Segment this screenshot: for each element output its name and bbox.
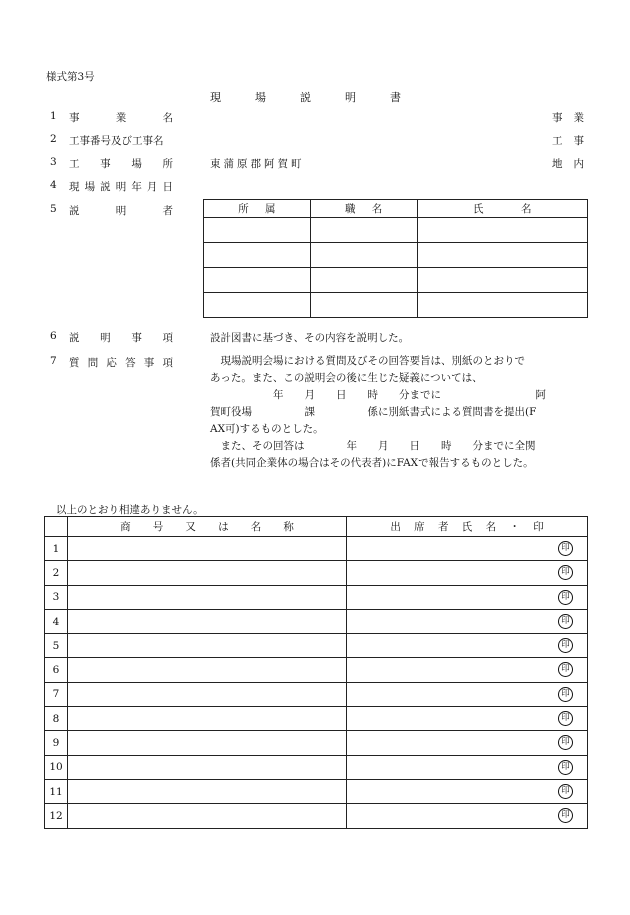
title-char: 説 bbox=[300, 91, 312, 104]
label-char: 者 bbox=[162, 205, 173, 217]
label-char: 工 bbox=[69, 158, 80, 170]
item-number: 1 bbox=[50, 110, 57, 122]
staff-cell[interactable] bbox=[310, 268, 417, 293]
company-name-cell[interactable] bbox=[68, 658, 347, 682]
header-char: 名 bbox=[521, 203, 532, 215]
item-number: 2 bbox=[50, 133, 57, 145]
staff-cell[interactable] bbox=[204, 243, 311, 268]
staff-cell[interactable] bbox=[310, 243, 417, 268]
header-char: 者 bbox=[437, 521, 449, 533]
header-text bbox=[347, 519, 587, 534]
document-title bbox=[210, 89, 435, 105]
form-number: 様式第3号 bbox=[46, 71, 95, 83]
right-char: 事 bbox=[573, 135, 584, 147]
attendee-sign-cell[interactable] bbox=[347, 561, 588, 585]
item-number: 5 bbox=[50, 203, 57, 215]
label-char: 事 bbox=[143, 357, 155, 369]
seal-icon: 印 bbox=[558, 662, 573, 677]
attendee-sign-cell[interactable] bbox=[347, 682, 588, 706]
item7-paragraph bbox=[210, 353, 588, 472]
label-char: 名 bbox=[162, 112, 173, 124]
header-char: 属 bbox=[265, 203, 276, 215]
attendee-sign-cell[interactable] bbox=[347, 779, 588, 803]
staff-header-text bbox=[311, 201, 417, 216]
attendance-row bbox=[45, 585, 588, 609]
label-char: 年 bbox=[131, 181, 142, 193]
company-name-cell[interactable] bbox=[68, 585, 347, 609]
row-number: 1 bbox=[45, 537, 68, 561]
item-number: 7 bbox=[50, 355, 57, 367]
label-char: 業 bbox=[115, 112, 127, 124]
label-char: 問 bbox=[87, 357, 99, 369]
staff-header-text bbox=[204, 201, 310, 216]
header-char: は bbox=[218, 521, 229, 533]
staff-header-row bbox=[204, 200, 588, 218]
right-char: 内 bbox=[573, 158, 584, 170]
label-char: 場 bbox=[131, 158, 142, 170]
header-char: 所 bbox=[238, 203, 249, 215]
label-char: 明 bbox=[115, 205, 127, 217]
right-char: 事 bbox=[552, 112, 563, 124]
staff-cell[interactable] bbox=[417, 293, 587, 318]
staff-cell[interactable] bbox=[204, 293, 311, 318]
staff-row bbox=[204, 268, 588, 293]
attendance-row bbox=[45, 804, 588, 828]
staff-cell[interactable] bbox=[204, 218, 311, 243]
attendance-row bbox=[45, 609, 588, 633]
label-char: 質 bbox=[69, 357, 80, 369]
attendee-sign-cell[interactable] bbox=[347, 585, 588, 609]
staff-cell[interactable] bbox=[310, 293, 417, 318]
header-char: 名 bbox=[371, 203, 383, 215]
attendance-header-name bbox=[68, 517, 347, 537]
label-char: 事 bbox=[131, 332, 142, 344]
attendance-row bbox=[45, 755, 588, 779]
item6-text: 設計図書に基づき、その内容を説明した。 bbox=[210, 332, 410, 344]
row-number: 3 bbox=[45, 585, 68, 609]
item-value: 東蒲原郡阿賀町 bbox=[210, 158, 305, 170]
staff-cell[interactable] bbox=[204, 268, 311, 293]
label-char: 項 bbox=[162, 332, 173, 344]
staff-cell[interactable] bbox=[417, 218, 587, 243]
label-char: 事 bbox=[69, 112, 80, 124]
header-char: 印 bbox=[533, 521, 544, 533]
staff-row bbox=[204, 218, 588, 243]
seal-icon: 印 bbox=[558, 687, 573, 702]
item7-line: 賀町役場 課 係に別紙書式による質問書を提出(F bbox=[210, 406, 537, 418]
attendance-row bbox=[45, 707, 588, 731]
header-text bbox=[68, 519, 346, 534]
attestation-text: 以上のとおり相違ありません。 bbox=[56, 504, 204, 516]
header-char: 職 bbox=[345, 203, 356, 215]
company-name-cell[interactable] bbox=[68, 682, 347, 706]
staff-row bbox=[204, 243, 588, 268]
staff-header-cell bbox=[204, 200, 311, 218]
attendance-row bbox=[45, 658, 588, 682]
item-number: 4 bbox=[50, 179, 57, 191]
row-number: 6 bbox=[45, 658, 68, 682]
item7-line: あった。また、この説明会の後に生じた疑義については、 bbox=[210, 372, 483, 384]
attendee-sign-cell[interactable] bbox=[347, 658, 588, 682]
attendee-sign-cell[interactable] bbox=[347, 731, 588, 755]
item-label bbox=[69, 355, 173, 370]
row-number: 7 bbox=[45, 682, 68, 706]
company-name-cell[interactable] bbox=[68, 634, 347, 658]
company-name-cell[interactable] bbox=[68, 755, 347, 779]
label-char: 説 bbox=[69, 332, 80, 344]
label-char: 明 bbox=[115, 181, 127, 193]
row-number: 2 bbox=[45, 561, 68, 585]
header-char: 又 bbox=[185, 521, 196, 533]
item7-line: また、その回答は 年 月 日 時 分までに全関 bbox=[210, 440, 536, 452]
item-label bbox=[69, 156, 173, 171]
header-char: 号 bbox=[152, 521, 164, 533]
company-name-cell[interactable] bbox=[68, 804, 347, 828]
staff-cell[interactable] bbox=[417, 243, 587, 268]
item-label bbox=[69, 203, 173, 218]
title-char: 書 bbox=[390, 91, 402, 104]
item7-line: 現場説明会場における質問及びその回答要旨は、別紙のとおりで bbox=[210, 355, 525, 367]
item-number: 3 bbox=[50, 156, 57, 168]
seal-icon: 印 bbox=[558, 614, 573, 629]
item-label bbox=[69, 330, 173, 345]
item7-line: 係者(共同企業体の場合はその代表者)にFAXで報告するものとした。 bbox=[210, 457, 534, 469]
company-name-cell[interactable] bbox=[68, 609, 347, 633]
explainer-table bbox=[203, 199, 588, 318]
attendance-header-row bbox=[45, 517, 588, 537]
seal-icon: 印 bbox=[558, 760, 573, 775]
staff-cell[interactable] bbox=[417, 268, 587, 293]
attendance-row bbox=[45, 682, 588, 706]
item-label bbox=[69, 179, 173, 194]
attendee-sign-cell[interactable] bbox=[347, 609, 588, 633]
header-char: 名 bbox=[250, 521, 262, 533]
header-char: ・ bbox=[509, 521, 520, 533]
company-name-cell[interactable] bbox=[68, 537, 347, 561]
row-number: 4 bbox=[45, 609, 68, 633]
staff-header-text bbox=[418, 201, 587, 216]
attendee-sign-cell[interactable] bbox=[347, 804, 588, 828]
seal-icon: 印 bbox=[558, 808, 573, 823]
attendance-row bbox=[45, 779, 588, 803]
staff-cell[interactable] bbox=[310, 218, 417, 243]
header-char: 称 bbox=[283, 521, 294, 533]
item-label bbox=[69, 110, 173, 125]
seal-icon: 印 bbox=[558, 735, 573, 750]
title-char: 場 bbox=[255, 91, 267, 104]
header-char: 氏 bbox=[473, 203, 484, 215]
company-name-cell[interactable] bbox=[68, 731, 347, 755]
label-char: 月 bbox=[146, 181, 158, 193]
attendance-table bbox=[44, 516, 588, 829]
seal-icon: 印 bbox=[558, 784, 573, 799]
attendee-sign-cell[interactable] bbox=[347, 707, 588, 731]
item7-line: 年 月 日 時 分までに 阿 bbox=[210, 389, 546, 401]
attendance-row bbox=[45, 561, 588, 585]
row-number: 10 bbox=[45, 755, 68, 779]
seal-icon: 印 bbox=[558, 638, 573, 653]
header-char: 名 bbox=[485, 521, 497, 533]
company-name-cell[interactable] bbox=[68, 779, 347, 803]
label-char: 説 bbox=[100, 181, 111, 193]
attendee-sign-cell[interactable] bbox=[347, 537, 588, 561]
row-number: 11 bbox=[45, 779, 68, 803]
row-number: 8 bbox=[45, 707, 68, 731]
item7-line: AX可)するものとした。 bbox=[210, 423, 324, 435]
row-number: 9 bbox=[45, 731, 68, 755]
attendance-row bbox=[45, 537, 588, 561]
label-char: 場 bbox=[84, 181, 96, 193]
seal-icon: 印 bbox=[558, 541, 573, 556]
seal-icon: 印 bbox=[558, 711, 573, 726]
row-number: 12 bbox=[45, 804, 68, 828]
label-char: 説 bbox=[69, 205, 80, 217]
item-right-text bbox=[552, 156, 584, 171]
attendance-row bbox=[45, 731, 588, 755]
label-char: 所 bbox=[162, 158, 173, 170]
attendee-sign-cell[interactable] bbox=[347, 755, 588, 779]
right-char: 地 bbox=[552, 158, 563, 170]
item-label: 工事番号及び工事名 bbox=[69, 135, 164, 147]
title-char: 現 bbox=[210, 91, 222, 104]
company-name-cell[interactable] bbox=[68, 707, 347, 731]
staff-row bbox=[204, 293, 588, 318]
right-char: 業 bbox=[573, 112, 584, 124]
label-char: 現 bbox=[69, 181, 80, 193]
right-char: 工 bbox=[552, 135, 563, 147]
label-char: 明 bbox=[100, 332, 111, 344]
label-char: 項 bbox=[162, 357, 173, 369]
label-char: 事 bbox=[100, 158, 111, 170]
header-char: 商 bbox=[120, 521, 131, 533]
header-char: 席 bbox=[414, 521, 425, 533]
attendee-sign-cell[interactable] bbox=[347, 634, 588, 658]
staff-header-cell bbox=[310, 200, 417, 218]
staff-header-cell bbox=[417, 200, 587, 218]
label-char: 応 bbox=[106, 357, 117, 369]
title-char: 明 bbox=[345, 91, 357, 104]
attendance-header-num bbox=[45, 517, 68, 537]
item-right-text bbox=[552, 133, 584, 148]
row-number: 5 bbox=[45, 634, 68, 658]
item-right-text bbox=[552, 110, 584, 125]
attendance-row bbox=[45, 634, 588, 658]
seal-icon: 印 bbox=[558, 590, 573, 605]
label-char: 日 bbox=[162, 181, 173, 193]
label-char: 答 bbox=[125, 357, 136, 369]
header-char: 氏 bbox=[461, 521, 473, 533]
header-char: 出 bbox=[390, 521, 401, 533]
item-number: 6 bbox=[50, 330, 57, 342]
seal-icon: 印 bbox=[558, 565, 573, 580]
attendance-header-sign bbox=[347, 517, 588, 537]
company-name-cell[interactable] bbox=[68, 561, 347, 585]
